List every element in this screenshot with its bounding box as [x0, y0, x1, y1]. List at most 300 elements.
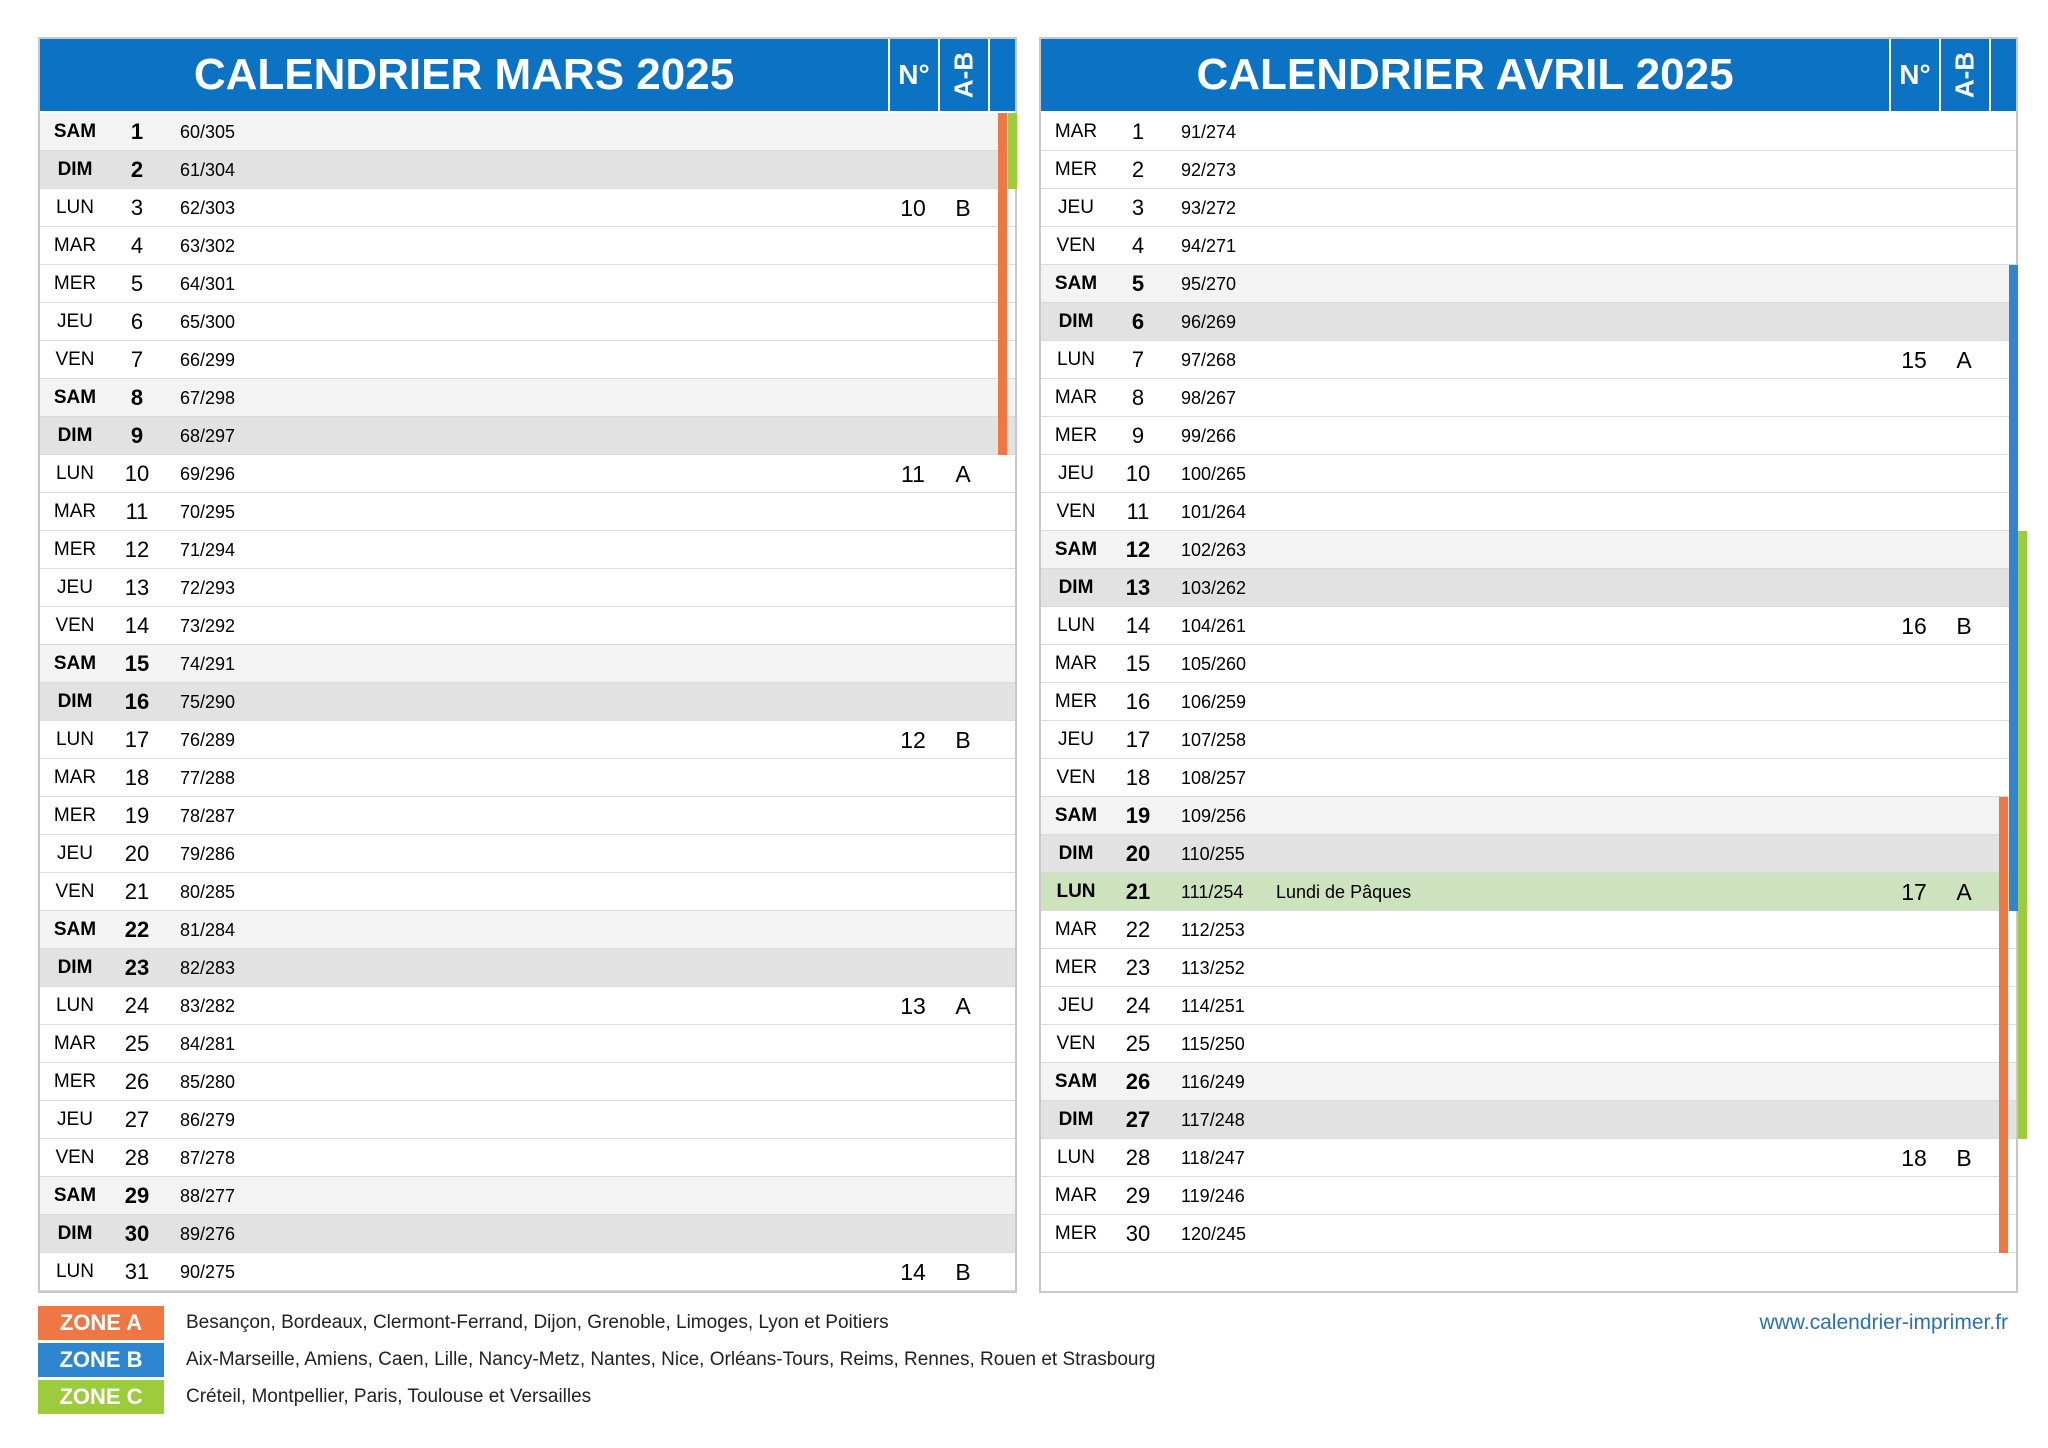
- zone-b-holiday-bar: [2009, 569, 2018, 607]
- weekday-label: DIM: [1058, 311, 1094, 332]
- zone-b-holiday-bar: [2009, 645, 2018, 683]
- day-row: [1041, 1063, 2016, 1101]
- zone-c-holiday-bar: [2018, 569, 2027, 607]
- day-of-year: 108/257: [1181, 768, 1247, 788]
- day-number: 25: [124, 1031, 150, 1056]
- day-of-year: 120/245: [1181, 1224, 1247, 1244]
- day-number: 28: [124, 1145, 150, 1170]
- zone-c-holiday-bar: [2018, 1025, 2027, 1063]
- weekday-label: VEN: [1056, 501, 1096, 522]
- zone-a-holiday-bar: [1999, 835, 2008, 873]
- day-of-year: 96/269: [1181, 312, 1237, 332]
- day-number: 16: [1125, 689, 1151, 714]
- weekday-label: JEU: [1058, 197, 1094, 218]
- day-row: [1041, 797, 2016, 835]
- weekday-label: LUN: [1056, 615, 1095, 636]
- day-row: [40, 303, 1015, 341]
- day-row: [40, 873, 1015, 911]
- day-number: 19: [1125, 803, 1151, 828]
- weekday-label: SAM: [53, 387, 97, 408]
- day-row: [40, 1101, 1015, 1139]
- weekday-label: DIM: [57, 1223, 93, 1244]
- day-number: 11: [125, 499, 149, 524]
- day-row: [1041, 1215, 2016, 1253]
- day-of-year: 86/279: [180, 1110, 236, 1130]
- day-row: [40, 607, 1015, 645]
- weekday-label: MER: [1054, 159, 1098, 180]
- day-number: 22: [1125, 917, 1151, 942]
- day-number: 10: [124, 461, 150, 486]
- day-row: [40, 379, 1015, 417]
- day-number: 27: [124, 1107, 150, 1132]
- day-rows: [1041, 113, 2016, 1253]
- day-of-year: 60/305: [180, 122, 236, 142]
- zone-b-holiday-bar: [2009, 493, 2018, 531]
- day-of-year: 103/262: [1181, 578, 1247, 598]
- calendar-april: [1039, 37, 2018, 1293]
- day-number: 7: [130, 347, 144, 372]
- week-number: 16: [1901, 613, 1927, 639]
- zone-a-holiday-bar: [1999, 911, 2008, 949]
- day-number: 6: [130, 309, 144, 334]
- zone-c-holiday-bar: [2018, 531, 2027, 569]
- day-of-year: 72/293: [180, 578, 236, 598]
- day-row: [40, 151, 1015, 189]
- weekday-label: JEU: [1058, 995, 1094, 1016]
- weekday-label: LUN: [55, 729, 94, 750]
- day-row: [40, 189, 1015, 227]
- day-row: [40, 1025, 1015, 1063]
- week-number: 12: [900, 727, 926, 753]
- day-of-year: 77/288: [180, 768, 236, 788]
- day-row: [1041, 303, 2016, 341]
- day-of-year: 94/271: [1181, 236, 1237, 256]
- day-rows: [40, 113, 1015, 1291]
- day-number: 30: [124, 1221, 150, 1246]
- day-of-year: 92/273: [1181, 160, 1237, 180]
- day-row: [40, 113, 1015, 151]
- day-number: 29: [1125, 1183, 1151, 1208]
- zone-c-holiday-bar: [2018, 759, 2027, 797]
- weekday-label: MAR: [1054, 121, 1098, 142]
- weekday-label: SAM: [53, 653, 97, 674]
- zone-b-holiday-bar: [2009, 759, 2018, 797]
- day-number: 8: [130, 385, 144, 410]
- weekday-label: MAR: [53, 235, 97, 256]
- day-number: 24: [124, 993, 150, 1018]
- day-of-year: 63/302: [180, 236, 236, 256]
- zone-c-holiday-bar: [2018, 1063, 2027, 1101]
- day-number: 3: [1131, 195, 1145, 220]
- day-number: 2: [1131, 157, 1145, 182]
- zone-a-holiday-bar: [1999, 1025, 2008, 1063]
- day-row: [40, 987, 1015, 1025]
- calendar-title: CALENDRIER AVRIL 2025: [1196, 50, 1734, 99]
- day-of-year: 104/261: [1181, 616, 1247, 636]
- weekday-label: LUN: [55, 463, 94, 484]
- weekday-label: VEN: [1056, 235, 1096, 256]
- zone-b-holiday-bar: [2009, 607, 2018, 645]
- day-of-year: 106/259: [1181, 692, 1247, 712]
- week-number-header: N°: [1889, 39, 1939, 111]
- week-number: 13: [900, 993, 926, 1019]
- day-row: [1041, 493, 2016, 531]
- weekday-label: VEN: [55, 881, 95, 902]
- zone-c-holiday-bar: [2018, 721, 2027, 759]
- day-row: [1041, 417, 2016, 455]
- day-number: 27: [1125, 1107, 1151, 1132]
- day-number: 18: [1125, 765, 1151, 790]
- zone-b-cities: Aix-Marseille, Amiens, Caen, Lille, Nancy-Metz, Nantes, Nice, Orléans-Tours, Reims, Rennes, Rouen et Strasbourg: [186, 1349, 1156, 1370]
- week-ab: B: [1956, 613, 1972, 639]
- weekday-label: JEU: [1058, 729, 1094, 750]
- day-row: [1041, 1177, 2016, 1215]
- day-row: [1041, 835, 2016, 873]
- day-row: [1041, 607, 2016, 645]
- weekday-label: LUN: [1056, 349, 1095, 370]
- day-row: [40, 1177, 1015, 1215]
- day-number: 9: [130, 423, 144, 448]
- weekday-label: VEN: [1056, 1033, 1096, 1054]
- day-of-year: 61/304: [180, 160, 236, 180]
- weekday-label: VEN: [55, 1147, 95, 1168]
- day-row: [1041, 227, 2016, 265]
- weekday-label: VEN: [1056, 767, 1096, 788]
- day-number: 22: [124, 917, 150, 942]
- day-number: 5: [1131, 271, 1145, 296]
- day-of-year: 73/292: [180, 616, 236, 636]
- weekday-label: MAR: [1054, 919, 1098, 940]
- holiday-label: Lundi de Pâques: [1276, 882, 1412, 902]
- weekday-label: VEN: [55, 615, 95, 636]
- zone-a-holiday-bar: [1999, 1101, 2008, 1139]
- week-ab: A: [955, 461, 971, 487]
- calendar-header: [1041, 39, 2016, 111]
- day-of-year: 84/281: [180, 1034, 236, 1054]
- week-number: 17: [1901, 879, 1927, 905]
- weekday-label: JEU: [57, 311, 93, 332]
- day-row: [40, 531, 1015, 569]
- day-row: [40, 265, 1015, 303]
- day-of-year: 90/275: [180, 1262, 236, 1282]
- day-of-year: 65/300: [180, 312, 236, 332]
- weekday-label: LUN: [55, 995, 94, 1016]
- day-of-year: 68/297: [180, 426, 236, 446]
- day-number: 26: [1125, 1069, 1151, 1094]
- day-number: 15: [124, 651, 150, 676]
- weekday-label: MER: [1054, 691, 1098, 712]
- zone-a-holiday-bar: [998, 113, 1007, 151]
- day-row: [1041, 987, 2016, 1025]
- day-row: [40, 645, 1015, 683]
- weekday-label: JEU: [57, 843, 93, 864]
- zone-c-holiday-bar: [2018, 987, 2027, 1025]
- week-ab: B: [955, 1259, 971, 1285]
- day-row: [1041, 265, 2016, 303]
- day-of-year: 111/254: [1181, 882, 1244, 902]
- week-ab: A: [1956, 347, 1972, 373]
- weekday-label: VEN: [55, 349, 95, 370]
- day-of-year: 80/285: [180, 882, 236, 902]
- day-of-year: 76/289: [180, 730, 236, 750]
- day-of-year: 64/301: [180, 274, 236, 294]
- weekday-label: DIM: [1058, 577, 1094, 598]
- zone-column-header: [988, 39, 1017, 111]
- day-of-year: 88/277: [180, 1186, 236, 1206]
- day-of-year: 114/251: [1181, 996, 1245, 1016]
- week-ab: B: [1956, 1145, 1972, 1171]
- day-of-year: 107/258: [1181, 730, 1247, 750]
- zone-c-holiday-bar: [2018, 835, 2027, 873]
- day-number: 16: [124, 689, 150, 714]
- weekday-label: LUN: [55, 1261, 94, 1282]
- day-row: [40, 1063, 1015, 1101]
- zone-a-holiday-bar: [1999, 987, 2008, 1025]
- day-number: 21: [1125, 879, 1151, 904]
- day-of-year: 109/256: [1181, 806, 1247, 826]
- weekday-label: JEU: [57, 1109, 93, 1130]
- weekday-label: LUN: [1056, 881, 1096, 902]
- day-number: 24: [1125, 993, 1151, 1018]
- weekday-label: DIM: [57, 957, 93, 978]
- day-of-year: 95/270: [1181, 274, 1237, 294]
- day-number: 2: [130, 157, 144, 182]
- day-row: [40, 759, 1015, 797]
- day-row: [40, 1215, 1015, 1253]
- zone-c-holiday-bar: [2018, 797, 2027, 835]
- day-number: 5: [130, 271, 144, 296]
- zone-c-holiday-bar: [1008, 113, 1017, 151]
- day-row: [40, 911, 1015, 949]
- day-number: 21: [124, 879, 150, 904]
- day-number: 14: [124, 613, 150, 638]
- zone-column-header: [1989, 39, 2018, 111]
- week-ab: B: [955, 727, 971, 753]
- day-row: [40, 227, 1015, 265]
- day-number: 1: [130, 119, 144, 144]
- legend-zone-b: [38, 1343, 1438, 1377]
- day-number: 13: [1125, 575, 1151, 600]
- day-of-year: 83/282: [180, 996, 236, 1016]
- zone-a-holiday-bar: [998, 379, 1007, 417]
- website-link[interactable]: www.calendrier-imprimer.fr: [1759, 1311, 2008, 1334]
- weekday-label: DIM: [1058, 1109, 1094, 1130]
- weekday-label: DIM: [57, 159, 93, 180]
- week-number: 18: [1901, 1145, 1927, 1171]
- weekday-label: SAM: [1054, 805, 1098, 826]
- day-row: [1041, 1025, 2016, 1063]
- zone-a-holiday-bar: [998, 341, 1007, 379]
- zone-a-holiday-bar: [1999, 1215, 2008, 1253]
- day-row: [1041, 911, 2016, 949]
- day-of-year: 112/253: [1181, 920, 1245, 940]
- weekday-label: JEU: [1058, 463, 1094, 484]
- zone-a-badge: ZONE A: [38, 1306, 164, 1340]
- day-number: 12: [124, 537, 150, 562]
- day-of-year: 115/250: [1181, 1034, 1245, 1054]
- day-number: 19: [124, 803, 150, 828]
- day-row: [1041, 683, 2016, 721]
- day-number: 10: [1125, 461, 1151, 486]
- zone-b-holiday-bar: [2009, 721, 2018, 759]
- zone-b-holiday-bar: [2009, 303, 2018, 341]
- zone-b-holiday-bar: [2009, 417, 2018, 455]
- day-of-year: 75/290: [180, 692, 236, 712]
- weekday-label: LUN: [55, 197, 94, 218]
- day-number: 18: [124, 765, 150, 790]
- day-row: [40, 1253, 1015, 1291]
- zone-b-holiday-bar: [2009, 379, 2018, 417]
- weekday-label: MAR: [1054, 387, 1098, 408]
- day-row: [1041, 1101, 2016, 1139]
- day-of-year: 85/280: [180, 1072, 236, 1092]
- zone-c-cities: Créteil, Montpellier, Paris, Toulouse et Versailles: [186, 1386, 592, 1407]
- zone-a-holiday-bar: [1999, 1063, 2008, 1101]
- day-number: 20: [124, 841, 150, 866]
- day-number: 6: [1131, 309, 1145, 334]
- day-of-year: 105/260: [1181, 654, 1247, 674]
- zone-b-holiday-bar: [2009, 531, 2018, 569]
- day-row: [1041, 721, 2016, 759]
- weekday-label: MAR: [1054, 653, 1098, 674]
- day-row: [1041, 949, 2016, 987]
- week-ab: A: [955, 993, 971, 1019]
- zone-c-holiday-bar: [2018, 1101, 2027, 1139]
- day-of-year: 110/255: [1181, 844, 1245, 864]
- day-number: 4: [1131, 233, 1145, 258]
- zone-a-holiday-bar: [1999, 873, 2008, 911]
- zone-a-holiday-bar: [998, 417, 1007, 455]
- zone-c-holiday-bar: [2018, 645, 2027, 683]
- day-row: [40, 455, 1015, 493]
- day-number: 17: [1125, 727, 1151, 752]
- week-number: 10: [900, 195, 926, 221]
- zone-a-holiday-bar: [1999, 949, 2008, 987]
- week-ab-header-label: A-B: [948, 51, 979, 99]
- legend-zone-c: [38, 1380, 1438, 1414]
- day-number: 26: [124, 1069, 150, 1094]
- day-number: 1: [1131, 119, 1145, 144]
- zone-a-holiday-bar: [998, 227, 1007, 265]
- day-number: 23: [1125, 955, 1151, 980]
- day-row: [40, 683, 1015, 721]
- day-number: 30: [1125, 1221, 1151, 1246]
- day-number: 25: [1125, 1031, 1151, 1056]
- zone-a-holiday-bar: [1999, 1177, 2008, 1215]
- day-of-year: 98/267: [1181, 388, 1237, 408]
- zone-a-cities: Besançon, Bordeaux, Clermont-Ferrand, Dijon, Grenoble, Limoges, Lyon et Poitiers: [186, 1312, 889, 1333]
- day-number: 28: [1125, 1145, 1151, 1170]
- day-row: [1041, 645, 2016, 683]
- zone-b-holiday-bar: [2009, 341, 2018, 379]
- zone-b-holiday-bar: [2009, 797, 2018, 835]
- zone-a-holiday-bar: [998, 265, 1007, 303]
- weekday-label: SAM: [1054, 1071, 1098, 1092]
- day-of-year: 66/299: [180, 350, 236, 370]
- day-row: [1041, 759, 2016, 797]
- day-of-year: 87/278: [180, 1148, 236, 1168]
- zone-b-holiday-bar: [2009, 683, 2018, 721]
- zone-c-badge: ZONE C: [38, 1380, 164, 1414]
- day-row: [40, 797, 1015, 835]
- day-of-year: 78/287: [180, 806, 236, 826]
- day-of-year: 74/291: [180, 654, 236, 674]
- day-number: 8: [1131, 385, 1145, 410]
- day-row: [40, 949, 1015, 987]
- day-number: 31: [124, 1259, 150, 1284]
- weekday-label: JEU: [57, 577, 93, 598]
- calendar-header: [40, 39, 1015, 111]
- zone-c-holiday-bar: [2018, 873, 2027, 911]
- weekday-label: MAR: [1054, 1185, 1098, 1206]
- week-ab: A: [1956, 879, 1972, 905]
- day-number: 4: [130, 233, 144, 258]
- calendar-title: CALENDRIER MARS 2025: [193, 50, 735, 99]
- day-row: [40, 1139, 1015, 1177]
- weekday-label: MER: [53, 1071, 97, 1092]
- weekday-label: DIM: [57, 425, 93, 446]
- day-row: [1041, 151, 2016, 189]
- zone-a-holiday-bar: [998, 151, 1007, 189]
- day-row: [40, 341, 1015, 379]
- zone-a-holiday-bar: [998, 303, 1007, 341]
- day-of-year: 70/295: [180, 502, 236, 522]
- day-row: [1041, 1139, 2016, 1177]
- week-ab-header-label: A-B: [1949, 51, 1980, 99]
- weekday-label: MER: [53, 539, 97, 560]
- day-of-year: 99/266: [1181, 426, 1237, 446]
- weekday-label: MAR: [53, 767, 97, 788]
- zone-c-holiday-bar: [2018, 949, 2027, 987]
- weekday-label: MER: [1054, 1223, 1098, 1244]
- week-number: 14: [900, 1259, 926, 1285]
- weekday-label: MAR: [53, 501, 97, 522]
- weekday-label: SAM: [53, 121, 97, 142]
- day-row: [1041, 379, 2016, 417]
- day-of-year: 79/286: [180, 844, 236, 864]
- zone-c-holiday-bar: [2018, 911, 2027, 949]
- day-of-year: 62/303: [180, 198, 236, 218]
- day-number: 15: [1125, 651, 1151, 676]
- day-number: 9: [1131, 423, 1145, 448]
- day-of-year: 117/248: [1181, 1110, 1245, 1130]
- week-ab: B: [955, 195, 971, 221]
- day-row: [40, 417, 1015, 455]
- week-number: 11: [901, 461, 925, 487]
- day-number: 13: [124, 575, 150, 600]
- week-number-header: N°: [888, 39, 938, 111]
- day-row: [1041, 189, 2016, 227]
- weekday-label: SAM: [1054, 539, 1098, 560]
- weekday-label: MER: [1054, 425, 1098, 446]
- weekday-label: DIM: [1058, 843, 1094, 864]
- day-row: [1041, 531, 2016, 569]
- day-number: 7: [1131, 347, 1145, 372]
- day-row: [40, 721, 1015, 759]
- day-of-year: 102/263: [1181, 540, 1247, 560]
- calendar-march: [38, 37, 1017, 1293]
- weekday-label: SAM: [53, 1185, 97, 1206]
- day-number: 14: [1125, 613, 1151, 638]
- weekday-label: LUN: [1056, 1147, 1095, 1168]
- weekday-label: SAM: [53, 919, 97, 940]
- day-of-year: 100/265: [1181, 464, 1247, 484]
- day-number: 20: [1125, 841, 1151, 866]
- day-number: 12: [1125, 537, 1151, 562]
- zone-c-holiday-bar: [2018, 683, 2027, 721]
- week-ab-header: [1939, 39, 1989, 111]
- weekday-label: MAR: [53, 1033, 97, 1054]
